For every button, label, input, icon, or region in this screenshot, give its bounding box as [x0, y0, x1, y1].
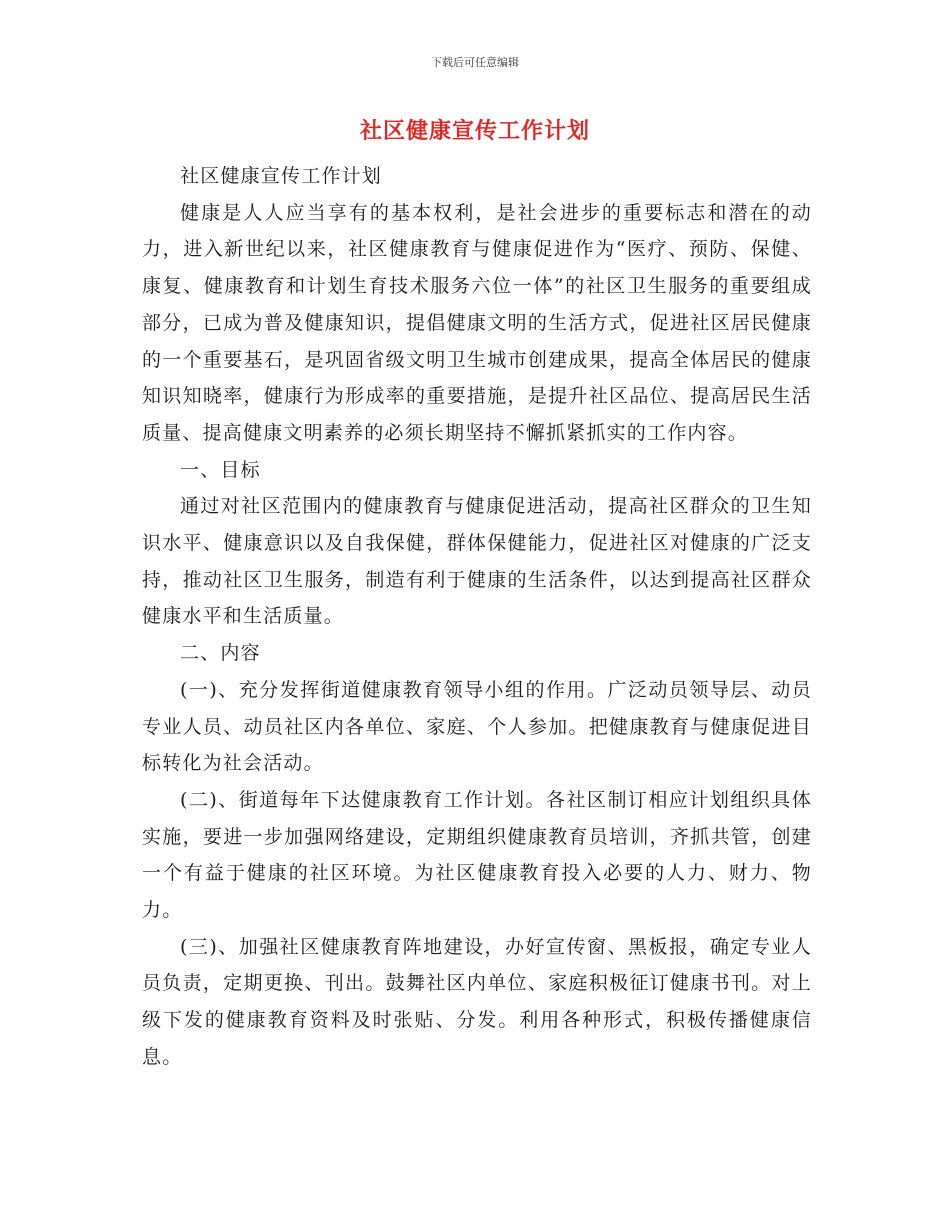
section-heading-content: 二、内容 — [180, 642, 261, 665]
paragraph-content-3: (三)、加强社区健康教育阵地建设，办好宣传窗、黑板报，确定专业人员负责，定期更换、刊出。鼓舞社区内单位、家庭积极征订健康书刊。对上级下发的健康教育资料及时张贴、分发。利用各种形式，积极传播健康信息。 — [142, 935, 812, 1068]
document-body — [142, 158, 812, 1076]
paragraph-content-1: (一)、充分发挥街道健康教育领导小组的作用。广泛动员领导层、动员专业人员、动员社区内各单位、家庭、个人参加。把健康教育与健康促进目标转化为社会活动。 — [142, 678, 812, 775]
paragraph-goal: 通过对社区范围内的健康教育与健康促进活动，提高社区群众的卫生知识水平、健康意识以及自我保健，群体保健能力，促进社区对健康的广泛支持，推动社区卫生服务，制造有利于健康的生活条件，以达到提高社区群众健康水平和生活质量。 — [142, 495, 812, 628]
section-heading-goal: 一、目标 — [180, 458, 261, 481]
document-title: 社区健康宣传工作计划 — [359, 119, 590, 144]
paragraph-content-2: (二)、街道每年下达健康教育工作计划。各社区制订相应计划组织具体实施，要进一步加强网络建设，定期组织健康教育员培训，齐抓共管，创建一个有益于健康的社区环境。为社区健康教育投入必要的人力、财力、物力。 — [142, 788, 812, 922]
paragraph-subtitle: 社区健康宣传工作计划 — [180, 165, 383, 187]
header-note: 下载后可任意编辑 — [431, 56, 519, 69]
paragraph-intro: 健康是人人应当享有的基本权利，是社会进步的重要标志和潜在的动力，进入新世纪以来，社区健康教育与健康促进作为“医疗、预防、保健、康复、健康教育和计划生育技术服务六位一体”的社区卫生服务的重要组成部分，已成为普及健康知识，提倡健康文明的生活方式，促进社区居民健康的一个重要基石，是巩固省级文明卫生城市创建成果，提高全体居民的健康知识知晓率，健康行为形成率的重要措施，是提升社区品位、提高居民生活质量、提高健康文明素养的必须长期坚持不懈抓紧抓实的工作内容。 — [142, 201, 812, 444]
